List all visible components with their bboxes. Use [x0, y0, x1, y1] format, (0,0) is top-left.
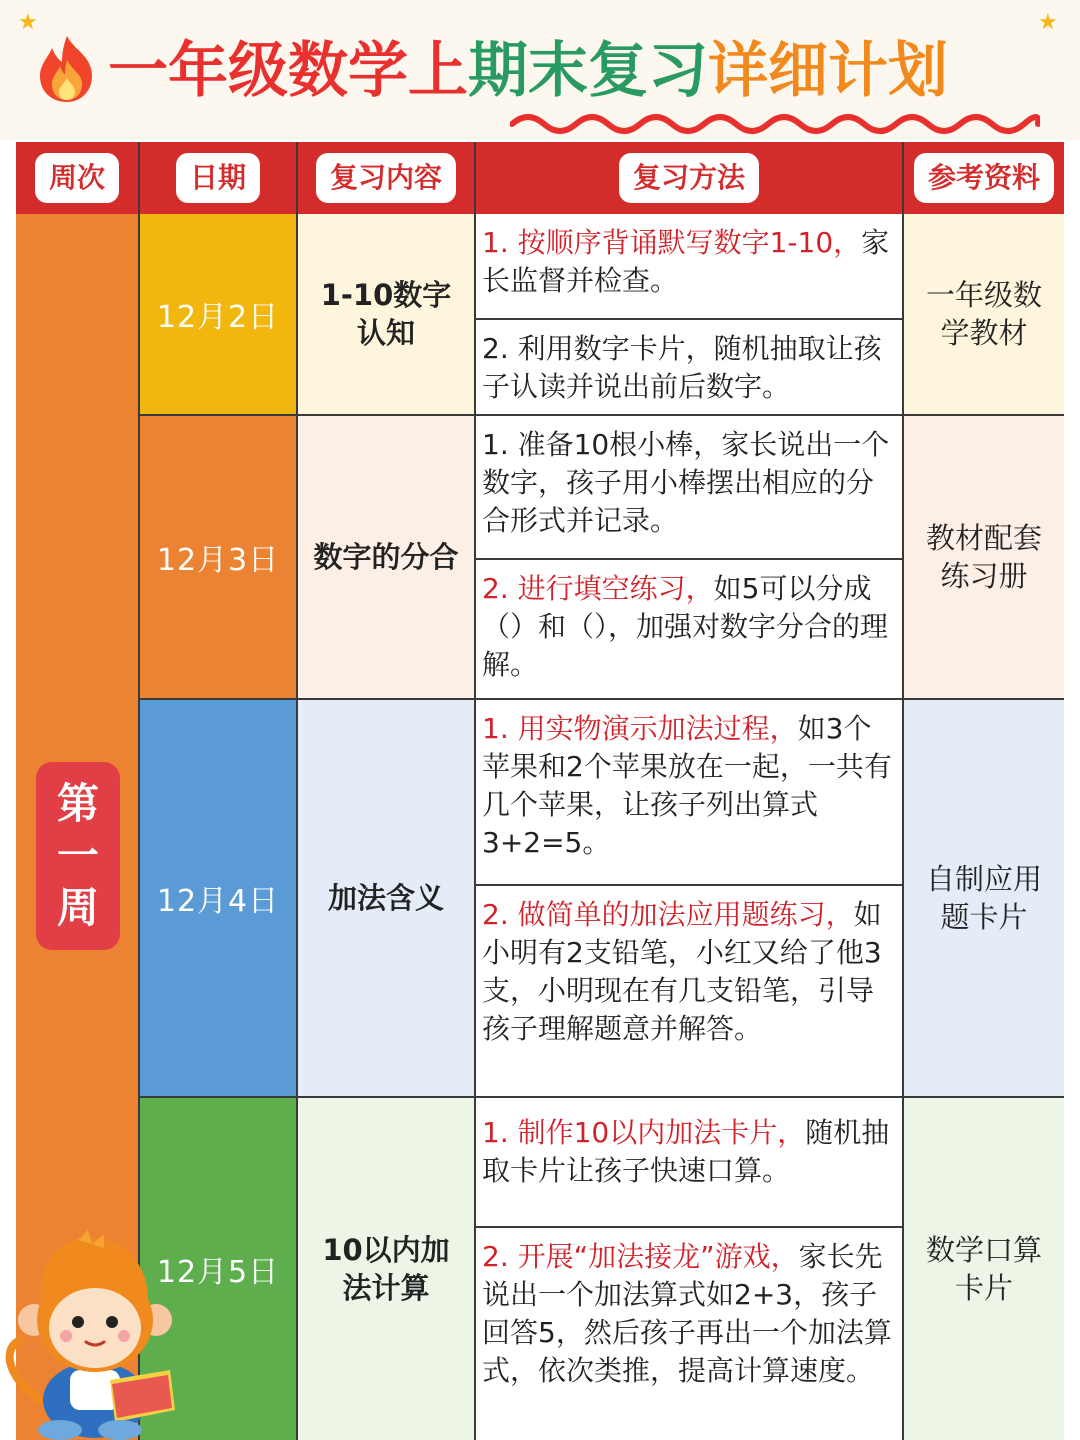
page-header: [0, 0, 1080, 140]
method-cell: 2. 开展“加法接龙”游戏，家长先说出一个加法算式如2+3，孩子回答5，然后孩子再出一个加法算式，依次类推，提高计算速度。: [476, 1228, 902, 1440]
header-reference: 参考资料: [904, 142, 1064, 214]
grid-line: [296, 142, 298, 1440]
header-date: 日期: [140, 142, 296, 214]
grid-line: [476, 318, 902, 320]
method-cell: 1. 用实物演示加法过程，如3个苹果和2个苹果放在一起，一共有几个苹果，让孩子列出算式3+2=5。: [476, 700, 902, 884]
week-badge: 第 一 周: [36, 762, 120, 950]
method-cell: 2. 进行填空练习，如5可以分成（）和（），加强对数字分合的理解。: [476, 560, 902, 698]
method-cell: 1. 按顺序背诵默写数字1-10，家长监督并检查。: [476, 214, 902, 318]
grid-line: [476, 1226, 902, 1228]
reference-cell: 数学口算卡片: [904, 1098, 1064, 1440]
grid-line: [474, 142, 476, 1440]
monkey-mascot-illustration: [0, 1230, 190, 1440]
grid-line: [476, 558, 902, 560]
grid-line: [140, 414, 1064, 416]
header-method: 复习方法: [476, 142, 902, 214]
reference-cell: 自制应用题卡片: [904, 700, 1064, 1096]
date-cell: 12月3日: [140, 416, 296, 698]
content-cell: 1-10数字认知: [298, 214, 474, 414]
method-cell: 1. 制作10以内加法卡片，随机抽取卡片让孩子快速口算。: [476, 1098, 902, 1226]
grid-line: [476, 884, 902, 886]
content-cell: 加法含义: [298, 700, 474, 1096]
header-content: 复习内容: [298, 142, 474, 214]
grid-line: [140, 698, 1064, 700]
star-icon: ★: [1038, 10, 1058, 35]
method-cell: 2. 利用数字卡片，随机抽取让孩子认读并说出前后数字。: [476, 320, 902, 414]
grid-line: [902, 142, 904, 1440]
flame-icon: [30, 34, 104, 104]
page-title: 一年级数学上期末复习详细计划: [108, 36, 948, 106]
reference-cell: 教材配套练习册: [904, 416, 1064, 698]
header-week: 周次: [16, 142, 138, 214]
content-cell: 10以内加法计算: [298, 1098, 474, 1440]
date-cell: 12月5日: [140, 1098, 296, 1440]
method-cell: 1. 准备10根小棒，家长说出一个数字，孩子用小棒摆出相应的分合形式并记录。: [476, 416, 902, 558]
method-cell: 2. 做简单的加法应用题练习，如小明有2支铅笔，小红又给了他3支，小明现在有几支铅笔，引导孩子理解题意并解答。: [476, 886, 902, 1096]
table-header: [16, 142, 1064, 214]
date-cell: 12月4日: [140, 700, 296, 1096]
title-underline-wave: [510, 108, 1040, 140]
date-cell: 12月2日: [140, 214, 296, 414]
content-cell: 数字的分合: [298, 416, 474, 698]
grid-line: [140, 1096, 1064, 1098]
reference-cell: 一年级数学教材: [904, 214, 1064, 414]
star-icon: ★: [18, 10, 38, 35]
